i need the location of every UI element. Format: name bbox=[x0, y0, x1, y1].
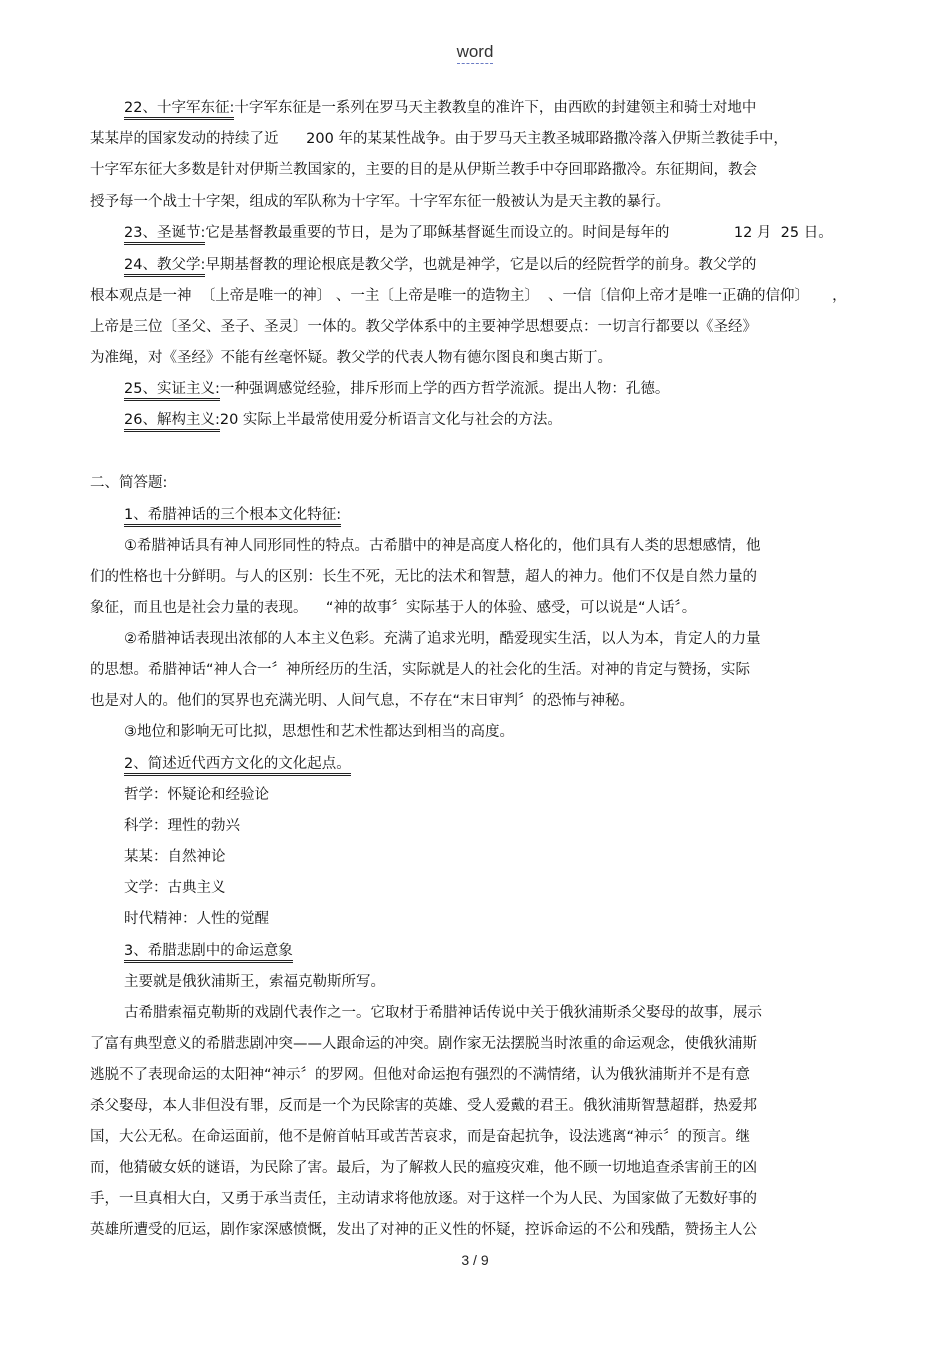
term-24-line-1 bbox=[124, 255, 756, 275]
page-number: 3 / 9 bbox=[461, 1252, 489, 1268]
q3-line-3: 了富有典型意义的希腊悲剧冲突——人跟命运的冲突。剧作家无法摆脱当时浓重的命运观念，使俄狄浦斯 bbox=[90, 1036, 757, 1052]
q3-line-9: 英雄所遭受的厄运，剧作家深感愤慨，发出了对神的正义性的怀疑，控诉命运的不公和残酷，赞扬主人公 bbox=[90, 1222, 757, 1238]
q1-line-3: 象征，而且也是社会力量的表现。 “神的故事〞实际基于人的体验、感受，可以说是“人话〞。 bbox=[90, 600, 697, 616]
q2-line-5: 时代精神：人性的觉醒 bbox=[124, 911, 269, 927]
q1-line-1: ①希腊神话具有神人同形同性的特点。古希腊中的神是高度人格化的，他们具有人类的思想感情，他 bbox=[124, 538, 761, 554]
term-24-text: 早期基督教的理论根底是教父学，也就是神学，它是以后的经院哲学的前身。教父学的 bbox=[205, 257, 757, 273]
term-25-text: 一种强调感觉经验，排斥形而上学的西方哲学流派。提出人物：孔德。 bbox=[219, 381, 670, 397]
term-23-text: 它是基督教最重要的节日，是为了耶稣基督诞生而设立的。时间是每年的 12 月 25 日。 bbox=[205, 225, 833, 241]
term-24-label: 24、教父学: bbox=[124, 257, 205, 277]
q3-title: 3、希腊悲剧中的命运意象 bbox=[124, 941, 293, 961]
q1-line-7: ③地位和影响无可比拟，思想性和艺术性都达到相当的高度。 bbox=[124, 724, 514, 740]
term-23-label: 23、圣诞节: bbox=[124, 225, 205, 245]
section-title: 二、简答题: bbox=[90, 475, 168, 491]
q2-line-4: 文学：古典主义 bbox=[124, 880, 226, 896]
term-25-label: 25、实证主义: bbox=[124, 381, 220, 401]
q2-line-1: 哲学：怀疑论和经验论 bbox=[124, 787, 269, 803]
q3-line-8: 手，一旦真相大白，又勇于承当责任，主动请求将他放逐。对于这样一个为人民、为国家做了无数好事的 bbox=[90, 1191, 757, 1207]
term-24-line-3: 上帝是三位〔圣父、圣子、圣灵〕一体的。教父学体系中的主要神学思想要点：一切言行都要以《圣经》 bbox=[90, 319, 757, 335]
document-header bbox=[0, 42, 950, 62]
term-24-line-4: 为准绳，对《圣经》不能有丝毫怀疑。教父学的代表人物有德尔图良和奥古斯丁。 bbox=[90, 350, 612, 366]
term-25-line-1 bbox=[124, 379, 669, 399]
q3-line-5: 杀父娶母，本人非但没有罪，反而是一个为民除害的英雄、受人爱戴的君王。俄狄浦斯智慧超群，热爱邦 bbox=[90, 1098, 757, 1114]
q3-line-7: 而，他猜破女妖的谜语，为民除了害。最后，为了解救人民的瘟疫灾难，他不顾一切地追查杀害前王的凶 bbox=[90, 1160, 757, 1176]
term-22-line-4: 授予每一个战士十字架，组成的军队称为十字军。十字军东征一般被认为是天主教的暴行。 bbox=[90, 194, 670, 210]
term-22-line-3: 十字军东征大多数是针对伊斯兰教国家的，主要的目的是从伊斯兰教手中夺回耶路撒冷。东征期间，教会 bbox=[90, 162, 757, 178]
q3-line-6: 国，大公无私。在命运面前，他不是俯首帖耳或苦苦哀求，而是奋起抗争，设法逃离“神示〞的预言。继 bbox=[90, 1129, 751, 1145]
term-22-line-1 bbox=[124, 98, 756, 118]
q2-line-2: 科学：理性的勃兴 bbox=[124, 818, 240, 834]
q3-line-2: 古希腊索福克勒斯的戏剧代表作之一。它取材于希腊神话传说中关于俄狄浦斯杀父娶母的故事，展示 bbox=[124, 1005, 762, 1021]
term-26-text: 20 实际上半最常使用爱分析语言文化与社会的方法。 bbox=[219, 412, 562, 428]
q1-title: 1、希腊神话的三个根本文化特征: bbox=[124, 505, 341, 525]
q1-line-4: ②希腊神话表现出浓郁的人本主义色彩。充满了追求光明，酷爱现实生活，以人为本，肯定人的力量 bbox=[124, 631, 761, 647]
header-title: word bbox=[457, 42, 494, 64]
q3-line-4: 逃脱不了表现命运的太阳神“神示〞的罗网。但他对命运抱有强烈的不满情绪，认为俄狄浦斯并不是有意 bbox=[90, 1067, 751, 1083]
term-26-label: 26、解构主义: bbox=[124, 412, 220, 432]
q1-line-2: 们的性格也十分鲜明。与人的区别：长生不死，无比的法术和智慧，超人的神力。他们不仅是自然力量的 bbox=[90, 569, 757, 585]
term-23-line-1 bbox=[124, 223, 833, 243]
q2-line-3: 某某：自然神论 bbox=[124, 849, 226, 865]
term-22-text: 十字军东征是一系列在罗马天主教教皇的准许下，由西欧的封建领主和骑士对地中 bbox=[234, 100, 757, 116]
q1-line-6: 也是对人的。他们的冥界也充满光明、人间气息，不存在“末日审判〞的恐怖与神秘。 bbox=[90, 693, 635, 709]
term-26-line-1 bbox=[124, 410, 562, 430]
q3-line-1: 主要就是俄狄浦斯王，索福克勒斯所写。 bbox=[124, 974, 385, 990]
q2-title: 2、简述近代西方文化的文化起点。 bbox=[124, 754, 351, 774]
term-22-line-2: 某某岸的国家发动的持续了近 200 年的某某性战争。由于罗马天主教圣城耶路撒冷落入伊斯兰教徒手中， bbox=[90, 131, 788, 147]
q1-line-5: 的思想。希腊神话“神人合一〞神所经历的生活，实际就是人的社会化的生活。对神的肯定与赞扬，实际 bbox=[90, 662, 751, 678]
term-22-label: 22、十字军东征: bbox=[124, 100, 234, 120]
term-24-line-2: 根本观点是一神 〔上帝是唯一的神〕 、一主〔上帝是唯一的造物主〕 、一信〔信仰上帝才是唯一正确的信仰〕 ， bbox=[90, 288, 847, 304]
